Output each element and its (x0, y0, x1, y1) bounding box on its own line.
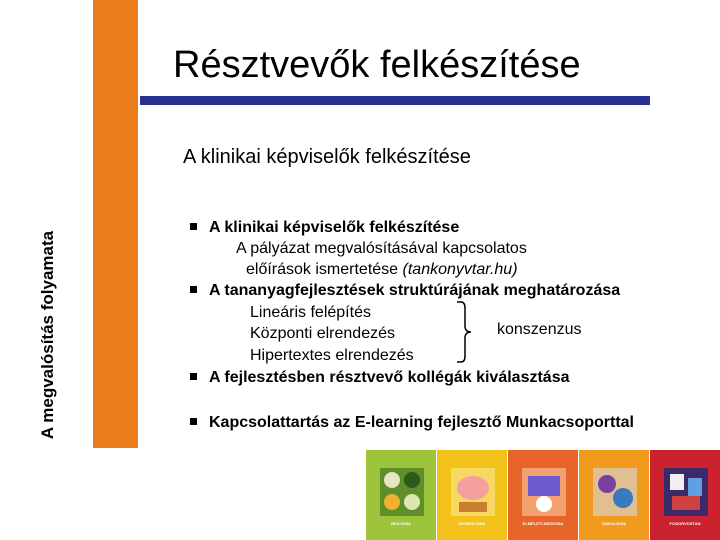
bullet-text: Kapcsolattartás az E-learning fejlesztő Munkacsoporttal (209, 414, 634, 431)
tile-biology (366, 450, 436, 540)
neurology-collage-icon (451, 468, 495, 516)
theory-medicine-collage-icon (522, 468, 566, 516)
tile-dentistry (650, 450, 720, 540)
consensus-label: konszenzus (497, 321, 582, 338)
bullet-text: A klinikai képviselők felkészítése (209, 219, 460, 236)
bullet-square-icon (190, 286, 197, 293)
structure-option: Hipertextes elrendezés (250, 347, 414, 364)
structure-option: Központi elrendezés (250, 325, 395, 342)
subline-text: előírások ismertetése (246, 261, 403, 278)
slide-title: Résztvevők felkészítése (173, 44, 581, 86)
title-underline (140, 96, 650, 105)
dentistry-collage-icon (664, 468, 708, 516)
bullet-item (190, 281, 620, 301)
bullet-text: A fejlesztésben résztvevő kollégák kiválasztása (209, 369, 570, 386)
vertical-side-label: A megvalósítás folyamata (38, 230, 57, 440)
slide-subtitle: A klinikai képviselők felkészítése (183, 146, 471, 168)
bullet-square-icon (190, 373, 197, 380)
tile-label: ELMÉLETI MEDICINA (522, 521, 564, 526)
orange-sidebar-bar (93, 0, 138, 448)
tile-label: BIOLÓGIA (391, 521, 411, 526)
structure-option: Lineáris felépítés (250, 304, 371, 321)
tile-label: FOGORVOSTAN (669, 521, 701, 526)
tile-label: ONKOLÓGIA (601, 521, 627, 526)
tile-neurology (437, 450, 507, 540)
right-brace-icon (455, 300, 477, 364)
oncology-collage-icon (593, 468, 637, 516)
tile-oncology (579, 450, 649, 540)
bullet-subline (246, 260, 518, 280)
bullet-subline: A pályázat megvalósításával kapcsolatos (236, 240, 527, 257)
bullet-square-icon (190, 223, 197, 230)
bullet-item (190, 368, 569, 388)
tile-theory-medicine (508, 450, 578, 540)
biology-collage-icon (380, 468, 424, 516)
bullet-item (190, 413, 634, 433)
bullet-square-icon (190, 418, 197, 425)
tile-label: NEUROLÓGIA (458, 521, 486, 526)
bullet-item (190, 218, 459, 238)
subject-tile-strip (366, 450, 720, 540)
bullet-text: A tananyagfejlesztések struktúrájának meghatározása (209, 282, 621, 299)
subline-source: (tankonyvtar.hu) (402, 261, 518, 278)
